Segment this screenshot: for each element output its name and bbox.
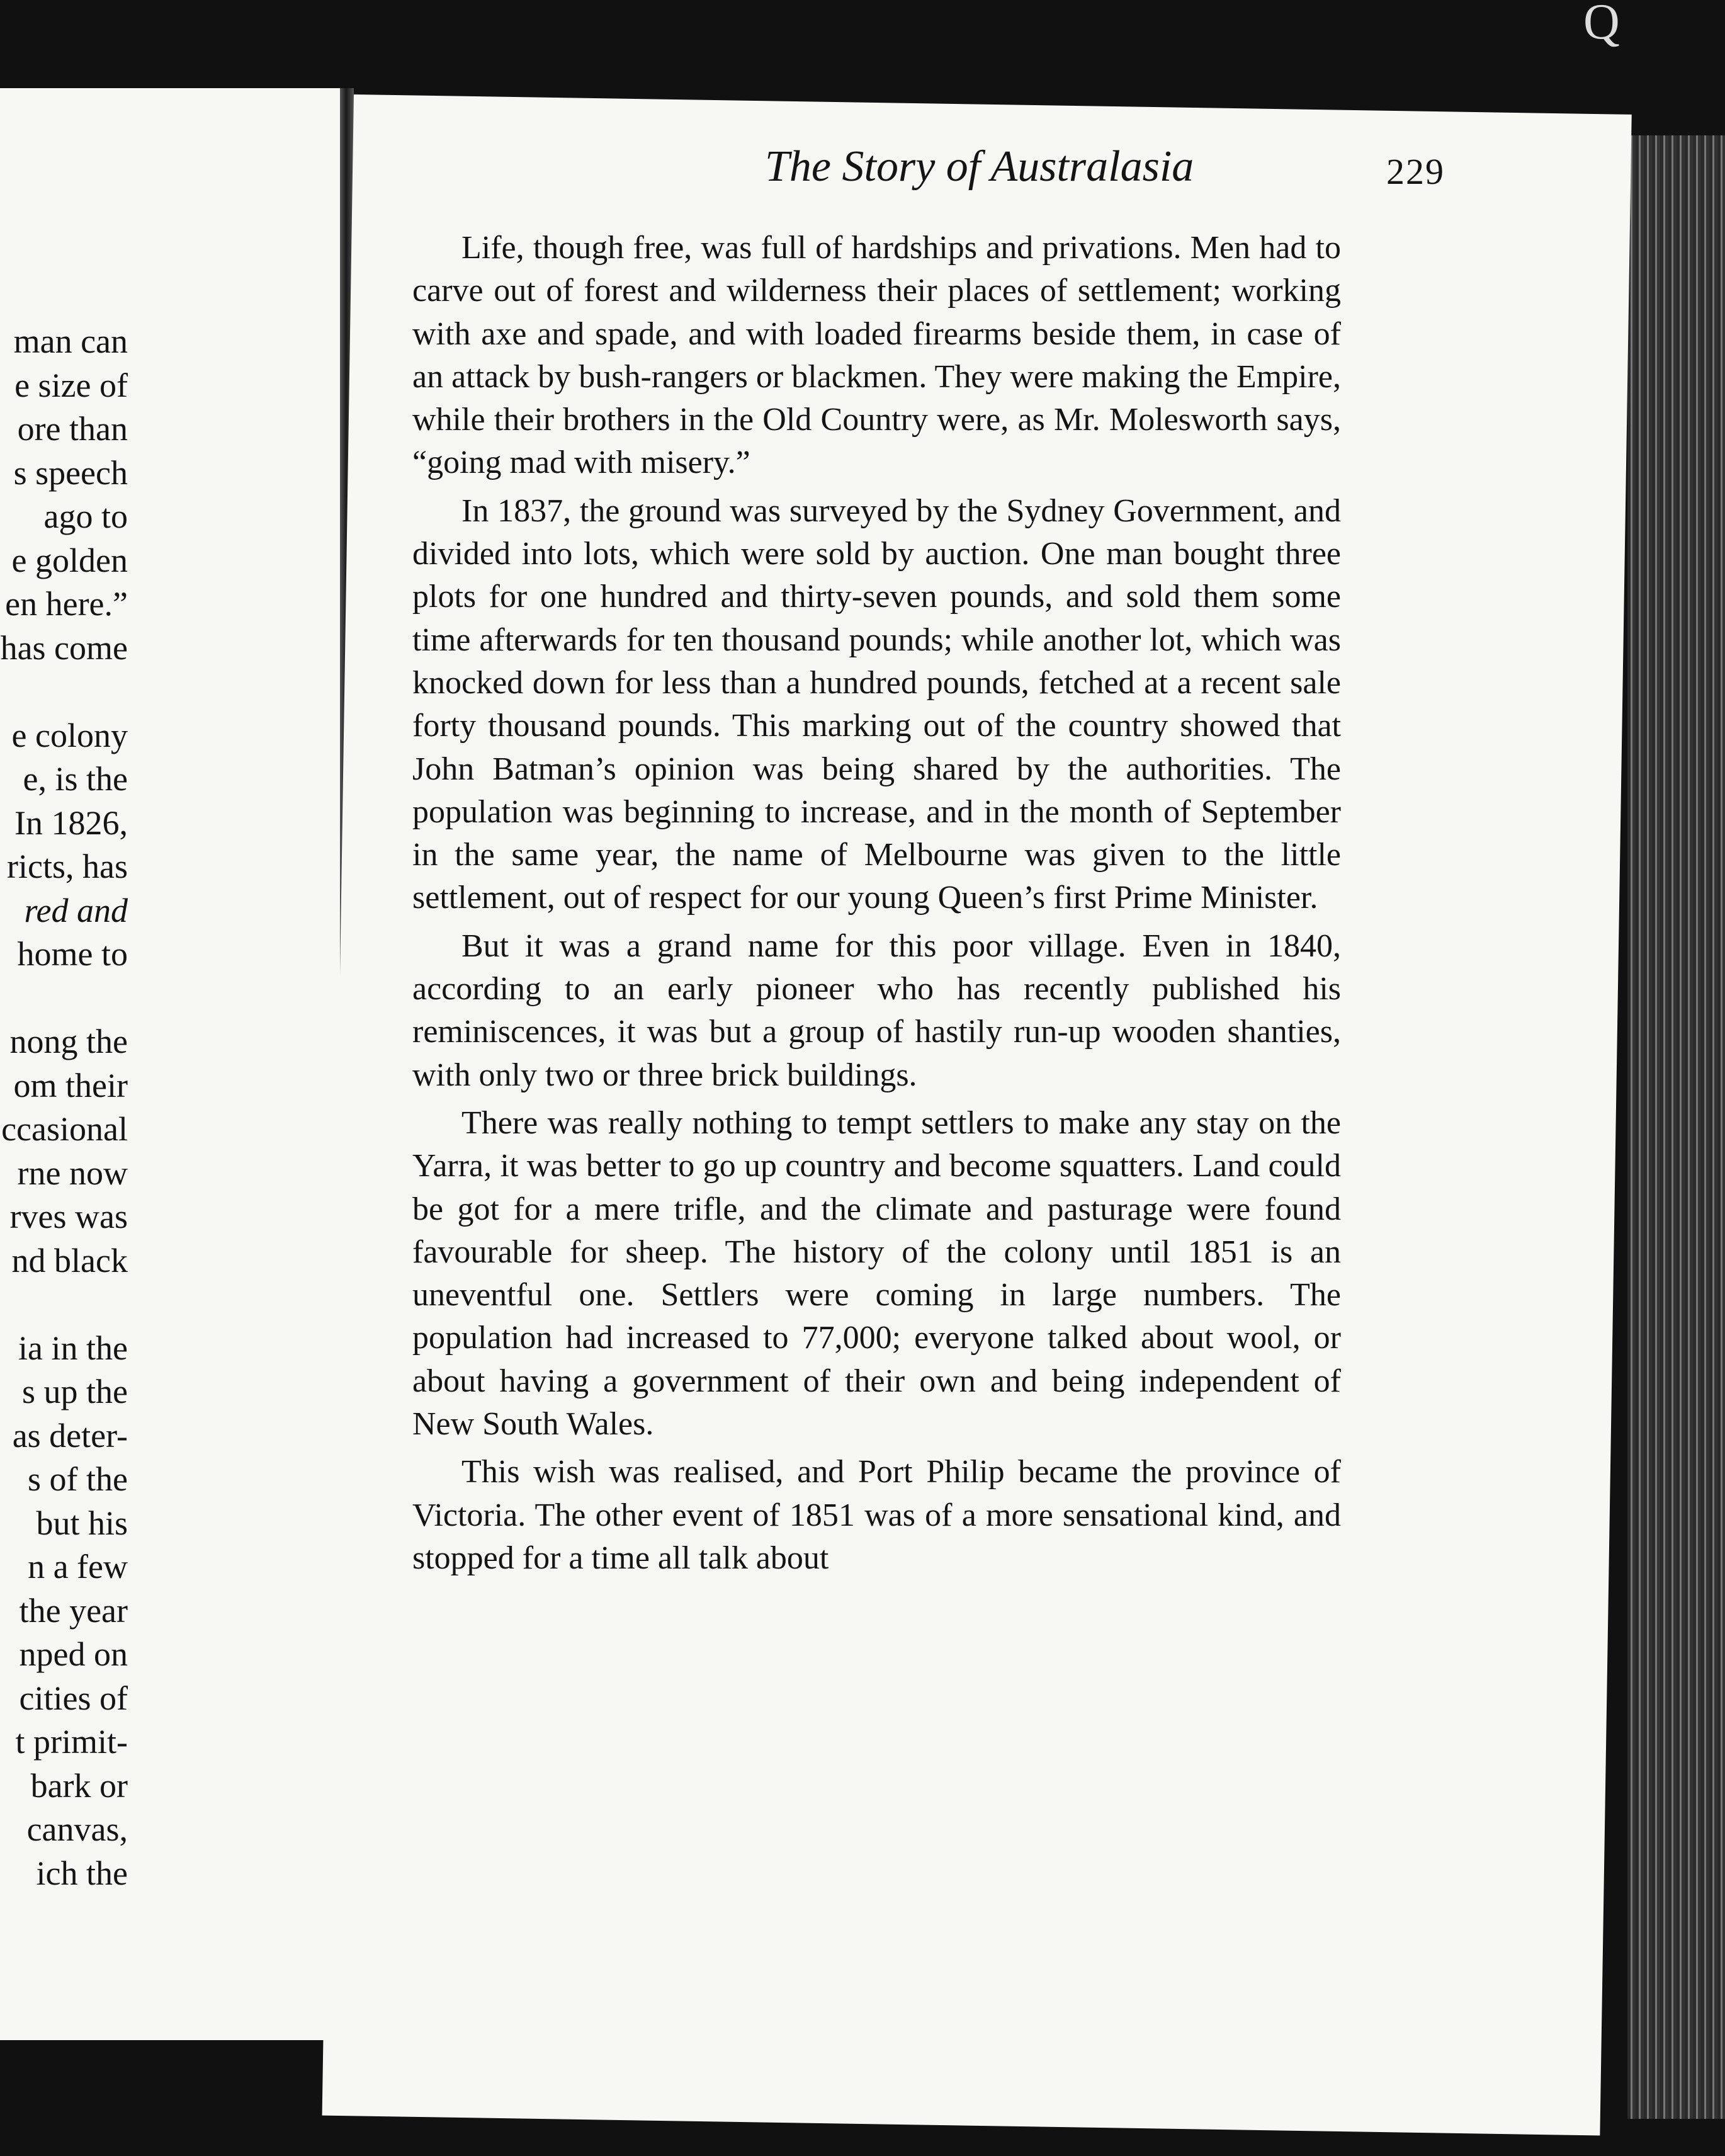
text-line: e, is the (23, 760, 128, 798)
text-line: nong the (9, 1023, 128, 1060)
page-edges (1627, 135, 1725, 2119)
line-gap (0, 670, 128, 714)
text-line: cities of (19, 1679, 128, 1717)
paragraph: Life, though free, was full of hardships and privations. Men had to carve out of forest and wilderness their places of settlement; working with axe and spade, and with loaded firearms beside them, in case of an attack by bush-rangers or blackmen. They were making the Empire, while their brothers in the Old Country were, as Mr. Molesworth says, “going mad with misery.” (412, 230, 1341, 481)
left-page (0, 88, 340, 2040)
text-line: s of the (28, 1460, 128, 1498)
paragraph: But it was a grand name for this poor village. Even in 1840, according to an early pioneer who has recently published his reminiscences, it was but a group of hastily run-up wooden shanties, with only two or three brick buildings. (412, 928, 1341, 1093)
paragraph: There was really nothing to tempt settlers to make any stay on the Yarra, it was better to go up country and become squatters. Land could be got for a mere trifle, and the climate and pasturage were found favourable for sheep. The history of the colony until 1851 is an uneventful one. Settlers were coming in large numbers. The population had increased to 77,000; everyone talked about wool, or about having a government of their own and being independent of New South Wales. (412, 1104, 1341, 1443)
text-line: canvas, (26, 1810, 128, 1848)
text-line: rves was (9, 1198, 128, 1235)
line-gap (0, 1283, 128, 1327)
text-line: t primit- (15, 1723, 128, 1761)
text-line: ich the (36, 1854, 128, 1892)
text-line: e golden (11, 541, 128, 579)
line-gap (0, 977, 128, 1021)
text-line: as deter- (12, 1416, 128, 1455)
text-line: ccasional (1, 1110, 128, 1148)
text-line: In 1826, (14, 803, 128, 842)
body-text (412, 227, 1341, 1580)
text-line: red and (24, 891, 128, 929)
text-line: has come (0, 628, 128, 667)
page-number: 229 (1386, 151, 1445, 192)
text-line: ore than (17, 410, 128, 448)
paragraph: This wish was realised, and Port Philip became the province of Victoria. The other event of 1851 was of a more sensational kind, and stopped for a time all talk about (412, 1454, 1341, 1576)
text-line: e size of (14, 366, 128, 404)
text-line: e colony (11, 716, 128, 754)
text-line: rne now (17, 1154, 128, 1192)
book-title: The Story of Australasia (765, 142, 1194, 191)
text-line: home to (17, 935, 128, 973)
text-line: s up the (22, 1373, 128, 1410)
text-line: the year (19, 1591, 128, 1630)
text-line: ia in the (18, 1329, 128, 1367)
text-line: ricts, has (7, 848, 128, 885)
running-head (412, 129, 1445, 205)
left-page-text (0, 320, 128, 1895)
text-line: but his (36, 1504, 128, 1542)
text-line: bark or (30, 1766, 128, 1805)
text-line: om their (13, 1066, 128, 1104)
paragraph: In 1837, the ground was surveyed by the Sydney Government, and divided into lots, which were sold by auction. One man bought three plots for one hundred and thirty-seven pounds, and sold them some time afterwards for ten thousand pounds; while another lot, which was knocked down for less than a hundred pounds, fetched at a recent sale forty thousand pounds. This marking out of the country showed that John Batman’s opinion was being shared by the authorities. The population was beginning to increase, and in the month of September in the same year, the name of Melbourne was given to the little settlement, out of respect for our young Queen’s first Prime Minister. (412, 492, 1341, 916)
text-line: man can (13, 322, 128, 360)
text-line: en here.” (5, 585, 128, 623)
text-line: nped on (19, 1635, 128, 1673)
text-line: s speech (13, 453, 128, 492)
corner-mark: Q (1583, 0, 1620, 50)
text-line: ago to (43, 497, 128, 535)
text-line: nd black (11, 1241, 128, 1279)
text-line: n a few (28, 1548, 128, 1586)
